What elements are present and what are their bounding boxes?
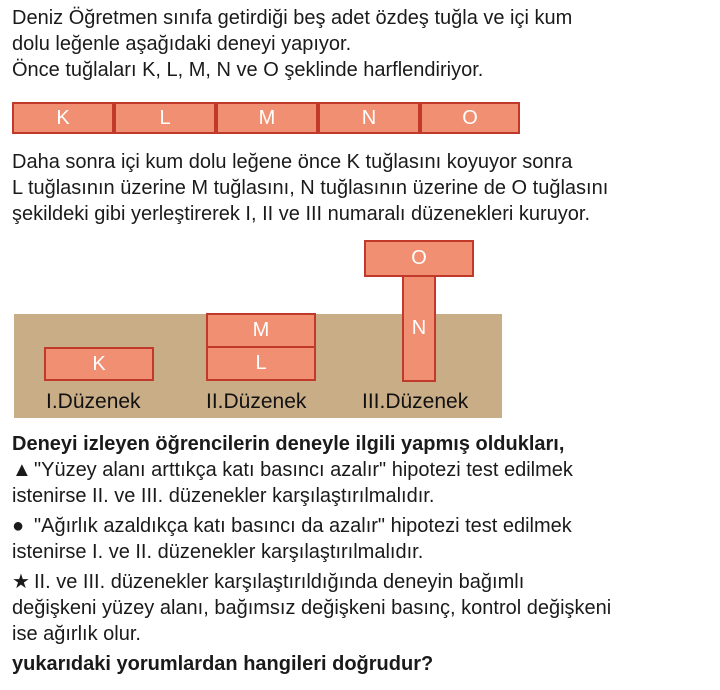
statement-1-line-2: istenirse II. ve III. düzenekler karşılaştırılmalıdır. [12, 485, 435, 507]
setup2-brick-m: M [206, 313, 316, 348]
brick-l: L [114, 102, 216, 134]
setup1-brick-k: K [44, 347, 154, 381]
brick-o: O [420, 102, 520, 134]
question-intro: Deneyi izleyen öğrencilerin deneyle ilgili yapmış oldukları, [12, 433, 565, 455]
intro-line-3: Önce tuğlaları K, L, M, N ve O şeklinde harflendiriyor. [12, 59, 484, 81]
bullet-icon: ● [12, 515, 25, 537]
explanation-line-1: Daha sonra içi kum dolu leğene önce K tuğlasını koyuyor sonra [12, 151, 573, 173]
intro-line-2: dolu leğenle aşağıdaki deneyi yapıyor. [12, 33, 352, 55]
statement-1-line-1 [12, 458, 573, 482]
brick-m: M [216, 102, 318, 134]
setup2-brick-l: L [206, 346, 316, 381]
triangle-icon: ▲ [12, 459, 32, 481]
statement-3-line-3: ise ağırlık olur. [12, 623, 141, 645]
statement-3-line-2: değişkeni yüzey alanı, bağımsız değişkeni basınç, kontrol değişkeni [12, 597, 612, 619]
statement-2-line-2: istenirse I. ve II. düzenekler karşılaştırılmalıdır. [12, 541, 424, 563]
star-icon: ★ [12, 571, 30, 593]
statement-2-text: "Ağırlık azaldıkça katı basıncı da azalır" hipotezi test edilmek [34, 515, 572, 537]
statement-1-text: "Yüzey alanı arttıkça katı basıncı azalır" hipotezi test edilmek [34, 459, 573, 481]
final-question: yukarıdaki yorumlardan hangileri doğrudur? [12, 653, 434, 675]
intro-line-1: Deniz Öğretmen sınıfa getirdiği beş adet özdeş tuğla ve içi kum [12, 7, 573, 29]
setup3-label: III.Düzenek [362, 390, 469, 413]
brick-n: N [318, 102, 420, 134]
setup3-brick-o: O [364, 240, 474, 277]
setup2-label: II.Düzenek [206, 390, 307, 413]
setup1-label: I.Düzenek [46, 390, 141, 413]
statement-3-line-1 [12, 570, 524, 594]
explanation-line-2: L tuğlasının üzerine M tuğlasını, N tuğlasının üzerine de O tuğlasını [12, 177, 609, 199]
explanation-line-3: şekildeki gibi yerleştirerek I, II ve III numaralı düzenekleri kuruyor. [12, 203, 591, 225]
statement-3-text: II. ve III. düzenekler karşılaştırıldığında deneyin bağımlı [34, 571, 525, 593]
setup3-brick-n: N [402, 275, 436, 382]
brick-k: K [12, 102, 114, 134]
statement-2-line-1 [12, 514, 572, 538]
